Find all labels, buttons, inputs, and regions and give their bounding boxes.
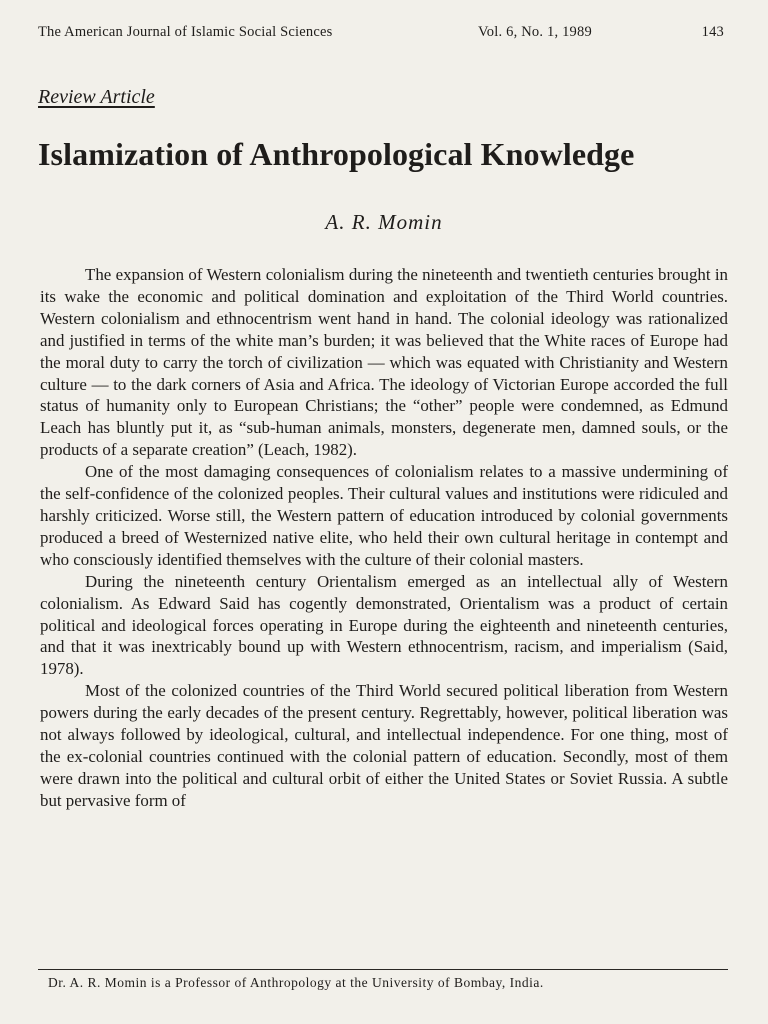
volume-info: Vol. 6, No. 1, 1989 (478, 24, 592, 40)
article-title: Islamization of Anthropological Knowledge (38, 136, 635, 172)
journal-name: The American Journal of Islamic Social Sciences (38, 24, 333, 40)
footnote-divider (38, 969, 728, 970)
author-name: A. R. Momin (325, 210, 443, 234)
section-label: Review Article (38, 86, 155, 108)
paragraph: One of the most damaging consequences of colonialism relates to a massive undermining of the self-confidence of the colonized peoples. Their cultural values and institutions were ridiculed and harshly criticized. Worse still, the Western pattern of education introduced by colonial governments produced a breed of Westernized native elite, who held their own cultural heritage in contempt and who consciously identified themselves with the culture of their colonial masters. (40, 462, 728, 569)
paragraph: The expansion of Western colonialism during the nineteenth and twentieth centuries brought in its wake the economic and political domination and exploitation of the Third World countries. Western colonialism and ethnocentrism went hand in hand. The colonial ideology was rationalized and justified in terms of the white man’s burden; it was believed that the White races of Europe had the moral duty to carry the torch of civilization — which was equated with Christianity and Western culture — to the dark corners of Asia and Africa. The ideology of Victorian Europe accorded the full status of humanity only to European Christians; the “other” people were condemned, as Edmund Leach has bluntly put it, as “sub-human animals, monsters, degenerate men, damned souls, or the products of a separate creation” (Leach, 1982). (40, 265, 728, 460)
paragraph: During the nineteenth century Orientalism emerged as an intellectual ally of Western colonialism. As Edward Said has cogently demonstrated, Orientalism was a product of certain political and ideological forces operating in Europe during the eighteenth and nineteenth centuries, and that it was inextricably bound up with Western ethnocentrism, racism, and imperialism (Said, 1978). (40, 571, 728, 679)
paragraph: Most of the colonized countries of the Third World secured political liberation from Western powers during the early decades of the present century. Regrettably, however, political liberation was not always followed by ideological, cultural, and intellectual independence. For one thing, most of the ex-colonial countries continued with the colonial pattern of education. Secondly, most of them were drawn into the political and cultural orbit of either the United States or Soviet Russia. A subtle but pervasive form of (40, 681, 728, 810)
author-footnote: Dr. A. R. Momin is a Professor of Anthropology at the University of Bombay, India. (48, 975, 544, 990)
running-header (38, 24, 724, 44)
article-body (40, 264, 728, 812)
page-number: 143 (701, 24, 724, 40)
